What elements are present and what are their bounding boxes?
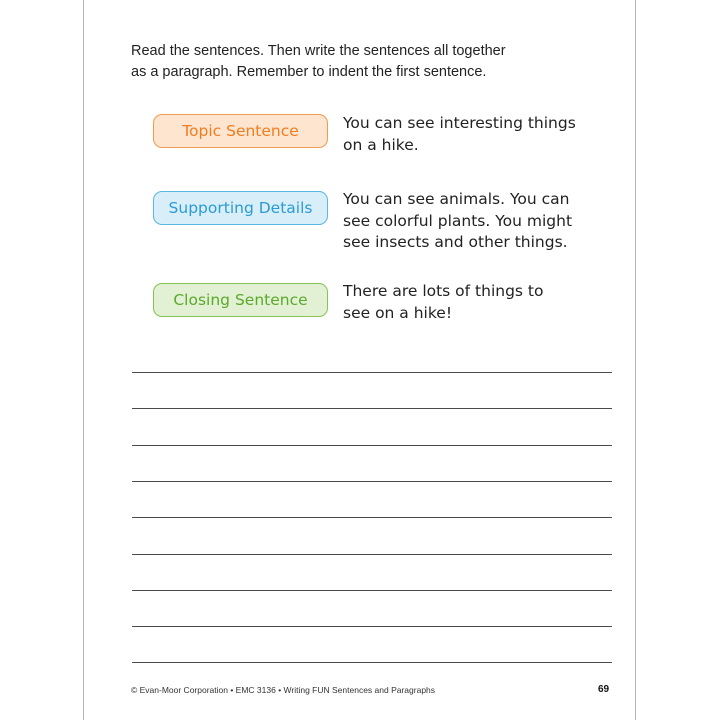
instructions-line-2: as a paragraph. Remember to indent the first sentence. [131,64,487,80]
supporting-details-line: You can see animals. You can [343,190,570,208]
supporting-details-text [343,189,603,254]
closing-sentence-text [343,281,603,324]
supporting-details-label: Supporting Details [153,191,328,225]
writing-line[interactable] [132,590,612,591]
closing-sentence-label: Closing Sentence [153,283,328,317]
instructions-line-1: Read the sentences. Then write the sentences all together [131,43,506,59]
writing-line[interactable] [132,517,612,518]
page-number: 69 [598,684,610,695]
writing-line[interactable] [132,372,612,373]
topic-sentence-line: on a hike. [343,135,419,154]
supporting-details-line: see insects and other things. [343,233,568,251]
topic-sentence-line: You can see interesting things [343,114,576,132]
topic-sentence-text [343,113,603,156]
writing-line[interactable] [132,408,612,409]
closing-sentence-line: see on a hike! [343,303,453,322]
footer-credit: © Evan-Moor Corporation • EMC 3136 • Writing FUN Sentences and Paragraphs [131,685,436,695]
instructions [131,41,571,83]
supporting-details-line: see colorful plants. You might [343,211,573,230]
writing-line[interactable] [132,662,612,663]
closing-sentence-line: There are lots of things to [343,282,544,300]
writing-line[interactable] [132,445,612,446]
writing-line[interactable] [132,626,612,627]
worksheet-page [83,0,636,720]
topic-sentence-label: Topic Sentence [153,114,328,148]
writing-line[interactable] [132,554,612,555]
writing-line[interactable] [132,481,612,482]
